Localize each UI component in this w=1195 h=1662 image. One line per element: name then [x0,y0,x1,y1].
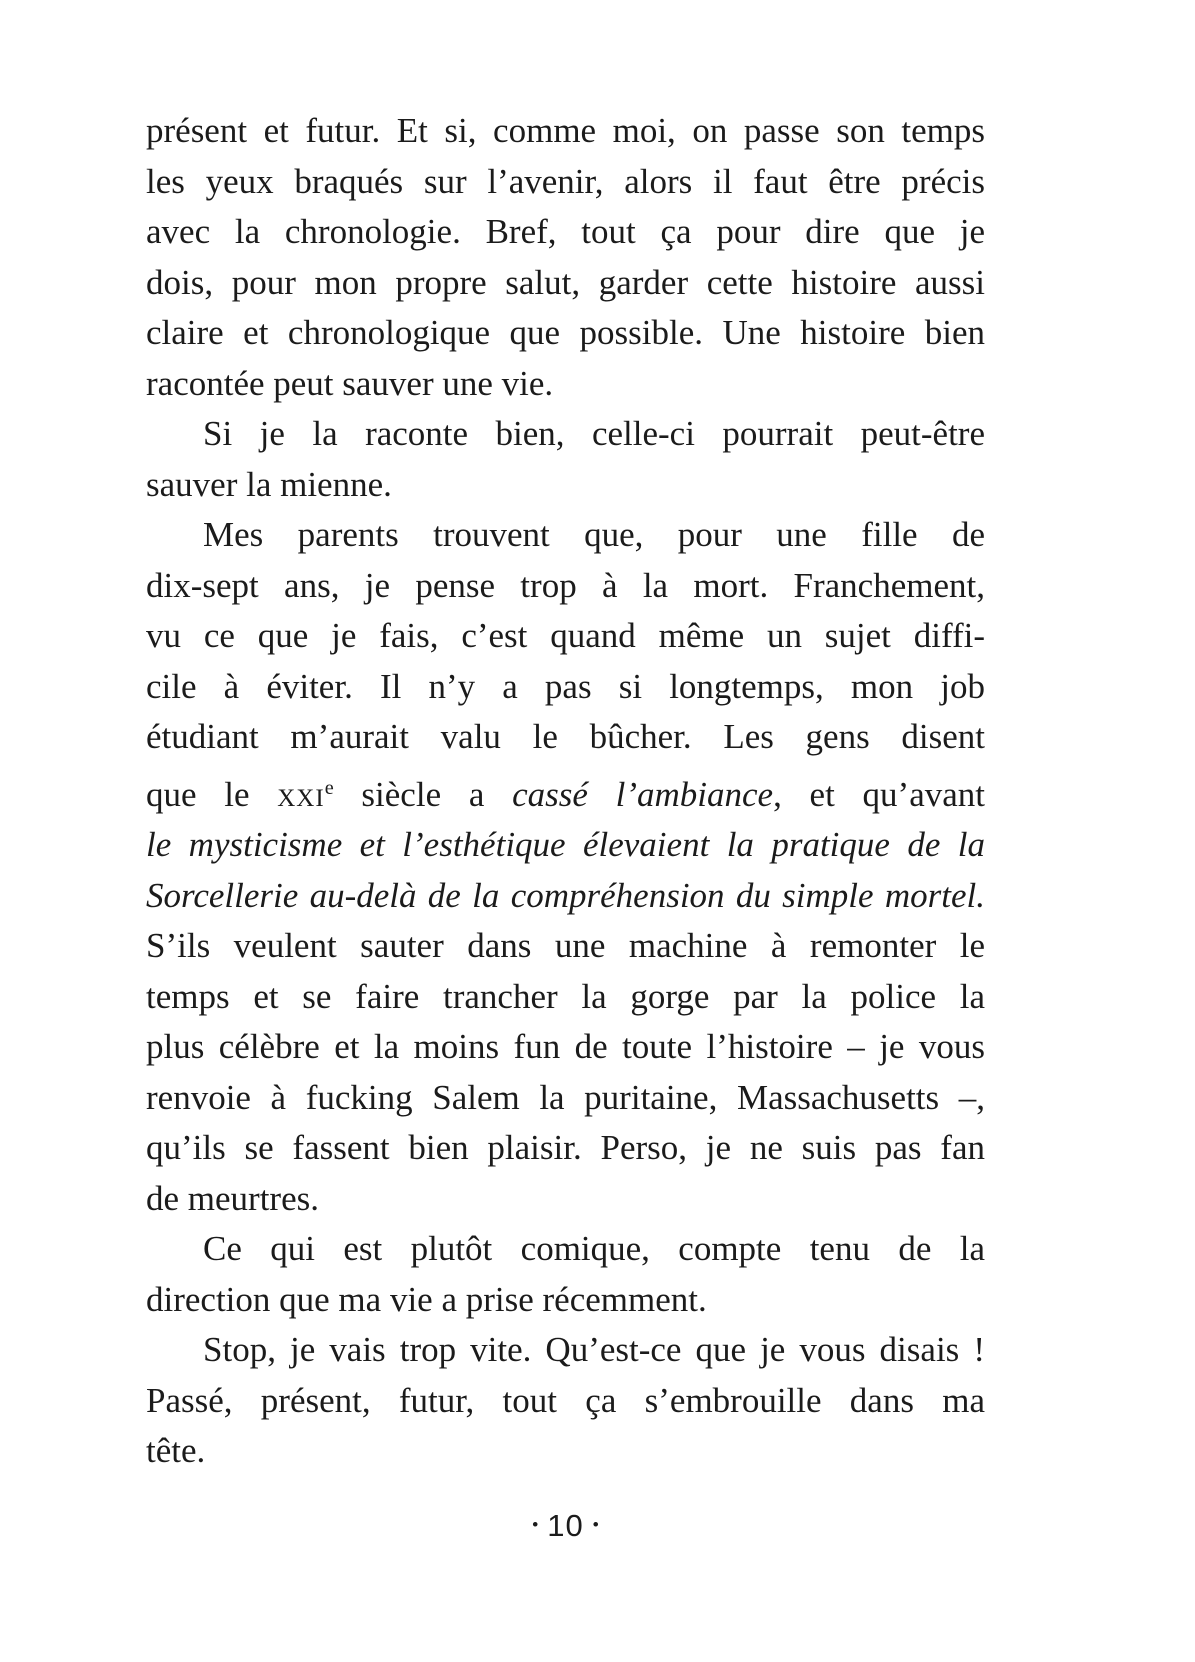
text-segment: cassé l’ambiance [512,774,774,814]
text-line [146,1022,985,1073]
text-line [146,972,985,1023]
text-segment: de meurtres. [146,1178,319,1218]
text-block [146,106,985,1477]
text-segment: siècle a [333,774,513,814]
text-segment: , et qu’avant [773,774,985,814]
text-segment: Si je la raconte bien, celle-ci pourrait peut-être [203,414,985,453]
text-line [146,460,985,511]
text-segment: qu’ils se fassent bien plaisir. Perso, je ne suis pas fan [146,1128,985,1168]
text-segment: vu ce que je fais, c’est quand même un sujet diffi- [146,616,985,655]
text-segment: dois, pour mon propre salut, garder cette histoire aussi [146,262,985,302]
text-line [146,106,985,157]
text-segment: S’ils veulent sauter dans une machine à remonter le [146,926,985,966]
text-line [146,561,985,612]
text-segment: présent et futur. Et si, comme moi, on passe son temps [146,111,985,150]
text-segment: e [324,776,334,799]
text-line [146,611,985,662]
page-number: 10 [547,1508,584,1543]
text-segment: Ce qui est plutôt comique, compte tenu de la [203,1229,985,1269]
text-line [146,1376,985,1427]
text-segment: direction que ma vie a prise récemment. [146,1279,707,1319]
text-segment: xxi [277,774,325,814]
text-segment: renvoie à fucking Salem la puritaine, Massachusetts –, [146,1077,985,1117]
text-line [146,157,985,208]
page-footer [146,1508,985,1544]
text-line [146,1174,985,1225]
text-line [146,662,985,713]
text-segment: sauver la mienne. [146,464,392,504]
text-line [146,1123,985,1174]
text-segment: avec la chronologie. Bref, tout ça pour dire que je [146,212,985,251]
text-segment: dix-sept ans, je pense trop à la mort. Franchement, [146,565,985,605]
text-line [146,712,985,763]
text-line [146,1073,985,1124]
text-segment: cile à éviter. Il n’y a pas si longtemps, mon job [146,666,985,706]
text-segment: Stop, je vais trop vite. Qu’est-ce que je vous disais ! [203,1330,985,1370]
text-segment: racontée peut sauver une vie. [146,363,554,403]
text-line [146,359,985,410]
text-segment: que le [146,774,278,814]
text-segment: les yeux braqués sur l’avenir, alors il faut être précis [146,161,985,201]
text-segment: le mysticisme et l’esthétique élevaient la pratique de la [146,825,985,865]
text-line [146,763,985,821]
footer-dot-left-icon: • [532,1515,539,1534]
text-line [146,258,985,309]
text-line [146,1426,985,1477]
text-line [146,1325,985,1376]
text-segment: Mes parents trouvent que, pour une fille de [203,515,985,554]
text-line [146,1224,985,1275]
text-line [146,921,985,972]
text-segment: claire et chronologique que possible. Une histoire bien [146,313,985,352]
text-segment: Passé, présent, futur, tout ça s’embrouille dans ma [146,1380,985,1420]
text-line [146,1275,985,1326]
text-segment: temps et se faire trancher la gorge par la police la [146,976,985,1016]
text-line [146,409,985,460]
text-segment: plus célèbre et la moins fun de toute l’histoire – je vous [146,1027,985,1067]
text-segment: Sorcellerie au-delà de la compréhension du simple mortel. [146,875,985,915]
text-line [146,207,985,258]
text-line [146,820,985,871]
text-line [146,871,985,922]
footer-dot-right-icon: • [592,1515,599,1534]
text-line [146,510,985,561]
text-segment: tête. [146,1431,206,1471]
text-line [146,308,985,359]
text-segment: étudiant m’aurait valu le bûcher. Les gens disent [146,717,985,756]
